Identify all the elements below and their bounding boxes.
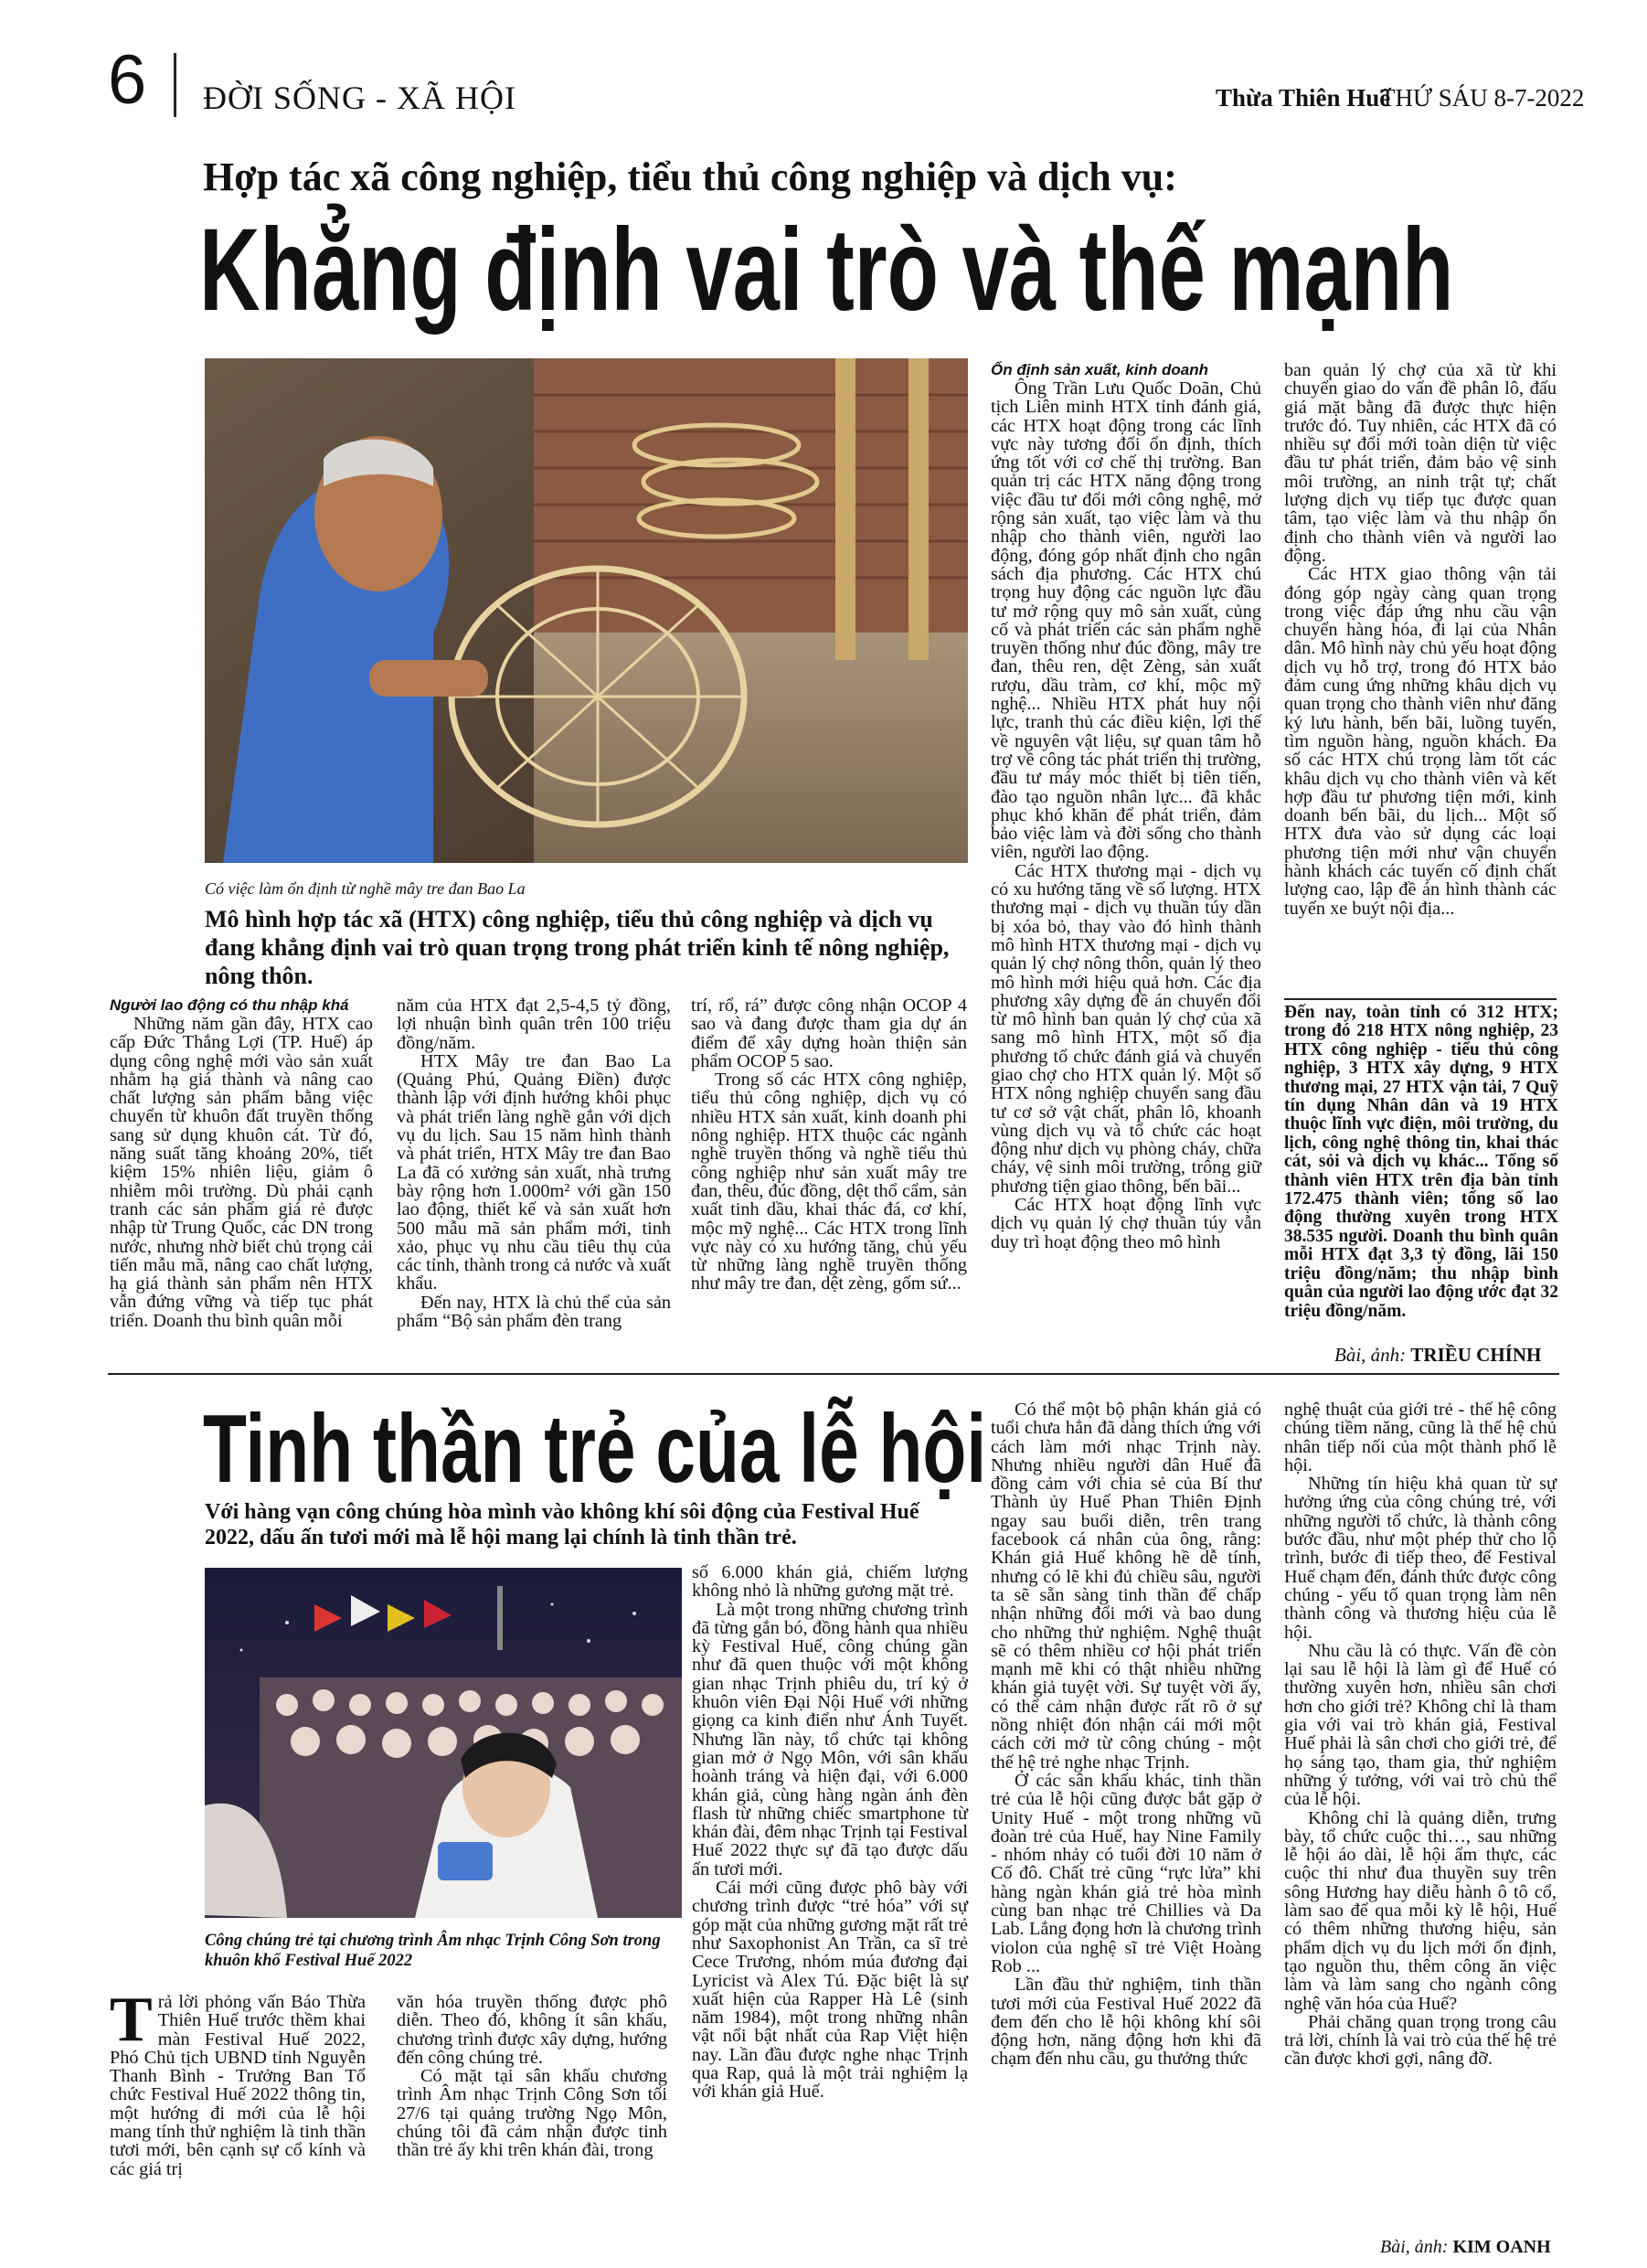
paragraph: nghệ thuật của giới trẻ - thế hệ công chúng tiềm năng, cũng là thế hệ chủ nhân tiếp nối của một thành phố lễ hội. [1284, 1400, 1557, 1475]
paragraph: Là một trong những chương trình đã từng gắn bó, đồng hành qua nhiều kỳ Festival Huế, công chúng gần như đã quen thuộc với một không gian nhạc Trịnh phiêu du, trí kỷ ở khuôn viên Đại Nội Huế với những giọng ca kinh điển như Ánh Tuyết. Nhưng lần này, tổ chức tại không gian mở ở Ngọ Môn, với sân khấu hoành tráng và hiện đại, với 6.000 khán giả, cùng hàng ngàn ánh đèn flash từ những chiếc smartphone từ khán đài, đêm nhạc Trịnh tại Festival Huế 2022 thực sự đã tạo được dấu ấn tươi mới. [692, 1599, 968, 1879]
article2-headline: Tinh thần trẻ của lễ hội [203, 1395, 987, 1503]
article2-column-2 [397, 1993, 667, 2160]
article1-column-1 [110, 996, 373, 1330]
article2-sapo: Với hàng vạn công chúng hòa mình vào không khí sôi động của Festival Huế 2022, dấu ấn tươi mới mà lễ hội mang lại chính là tinh thần trẻ. [205, 1500, 919, 1550]
article1-photo [205, 358, 968, 863]
article2-column-3 [692, 1563, 968, 2102]
article1-subhead-1: Người lao động có thu nhập khá [110, 996, 349, 1014]
page-number: 6 [108, 41, 147, 119]
article2-photo [205, 1568, 682, 1918]
article1-photo-caption: Có việc làm ổn định từ nghề mây tre đan Bao La [205, 879, 526, 898]
paragraph: Các HTX hoạt động lĩnh vực dịch vụ quản lý chợ thuần túy vẫn duy trì hoạt động theo mô hình [991, 1195, 1261, 1252]
article2-column-1 [110, 1985, 366, 2179]
paragraph: Phải chăng quan trọng trong câu trả lời, chính là vai trò của thế hệ trẻ cần được khơi gợi, nâng đỡ. [1284, 2011, 1557, 2070]
byline-author: TRIỀU CHÍNH [1410, 1344, 1542, 1366]
article1-subhead-2: Ổn định sản xuất, kinh doanh [991, 361, 1209, 378]
paragraph: Ông Trần Lưu Quốc Doãn, Chủ tịch Liên minh HTX tỉnh đánh giá, các HTX hoạt động trong các lĩnh vực này tương đối ổn định, thích ứng tốt với cơ chế thị trường. Ban quản trị các HTX năng động trong việc đầu tư đổi mới công nghệ, mở rộng sản xuất, tạo việc làm và thu nhập cho thành viên, người lao động, đóng góp nhất định cho ngân sách địa phương. Các HTX chú trọng huy động các nguồn lực đầu tư mở rộng quy mô sản xuất, củng cố và phát triển các sản phẩm nghề truyền thống như đúc đồng, mây tre đan, thêu ren, dệt Zèng, sản xuất rượu, dầu tràm, cơ khí, mộc mỹ nghệ... Nhiều HTX phát huy nội lực, tranh thủ các điều kiện, lợi thế về nguyên vật liệu, sự quan tâm hỗ trợ về công tác phát triển thị trường, đầu tư máy móc thiết bị tiên tiến, đào tạo nguồn nhân lực... đã khắc phục khó khăn để phát triển, đảm bảo việc làm và đời sống cho thành viên, người lao động. [991, 378, 1261, 863]
paper-name: Thừa Thiên Huế [1216, 84, 1391, 112]
paragraph: Các HTX giao thông vận tải đóng góp ngày càng quan trọng trong việc đáp ứng nhu cầu vận chuyển hàng hóa, đi lại của Nhân dân. Mô hình này chủ yếu hoạt động dịch vụ hỗ trợ, trong đó HTX bảo đảm cung ứng những khâu dịch vụ quan trọng cho thành viên như đăng ký lưu hành, bến bãi, luồng tuyến, tìm nguồn hàng, nguồn khách. Đa số các HTX chú trọng làm tốt các khâu dịch vụ cho thành viên và kết hợp đầu tư phương tiện mới, kinh doanh bến bãi, du lịch... Một số HTX đưa vào sử dụng các loại phương tiện mới như vận chuyển hành khách các tuyến cố định chất lượng cao, lập đề án hình thành các tuyến xe buýt nội địa... [1284, 564, 1557, 919]
paragraph: Những năm gần đây, HTX cao cấp Đức Thắng Lợi (TP. Huế) áp dụng công nghệ mới vào sản xuất nhằm hạ giá thành và nâng cao chất lượng sản phẩm bằng việc chuyển từ khuôn đất truyền thống sang sử dụng khuôn cát. Từ đó, năng suất tăng khoảng 20%, tiết kiệm 15% nhiên liệu, giảm ô nhiễm môi trường. Dù phải cạnh tranh các sản phẩm giá rẻ được nhập từ Trung Quốc, các DN trong nước, nhưng nhờ biết chủ trọng cải tiến mẫu mã, nâng cao chất lượng, hạ giá thành sản phẩm nên HTX vẫn đứng vững và tiếp tục phát triển. Doanh thu bình quân mỗi [110, 1014, 373, 1331]
article1-fact-box: Đến nay, toàn tỉnh có 312 HTX; trong đó 218 HTX nông nghiệp, 23 HTX công nghiệp - tiểu thủ công nghiệp, 3 HTX xây dựng, 9 HTX thương mại, 27 HTX vận tải, 7 Quỹ tín dụng Nhân dân và 19 HTX thuộc lĩnh vực điện, môi trường, du lịch, công nghệ thông tin, khai thác cát, sỏi và dịch vụ khác... Tổng số thành viên HTX trên địa bàn tỉnh 172.475 thành viên; tổng số lao động thường xuyên trong HTX 38.535 người. Doanh thu bình quân mỗi HTX đạt 3,3 tỷ đồng, lãi 150 triệu đồng/năm; thu nhập bình quân của người lao động ước đạt 32 triệu đồng/năm. [1284, 1003, 1558, 1321]
masthead-divider [174, 53, 176, 117]
paragraph [110, 1985, 366, 2179]
byline-author: KIM OANH [1452, 2237, 1551, 2257]
paragraph: HTX Mây tre đan Bao La (Quảng Phú, Quảng Điền) được thành lập với định hướng khôi phục và phát triển làng nghề gắn với dịch vụ du lịch. Sau 15 năm hình thành và phát triển, HTX Mây tre đan Bao La đã có xưởng sản xuất, nhà trưng bày rộng hơn 1.000m² với gần 150 lao động, thiết kế và sản xuất hơn 500 mẫu mã sản phẩm mới, tinh xảo, phục vụ nhu cầu tiêu thụ của các tỉnh, thành trong cả nước và xuất khẩu. [397, 1050, 671, 1294]
section-title: ĐỜI SỐNG - XÃ HỘI [203, 80, 516, 116]
paragraph: Ở các sân khấu khác, tinh thần trẻ của lễ hội cũng được bắt gặp ở Unity Huế - một trong những vũ đoàn trẻ của Huế, hay Nine Family - nhóm nhảy có tuổi đời 10 năm ở Cố đô. Chất trẻ cũng “rực lửa” khi hàng ngàn khán giả trẻ hòa mình cùng ban nhạc trẻ Chillies và Da Lab. Lắng đọng hơn là chương trình violon của nghệ sĩ trẻ Việt Hoàng Rob ... [991, 1770, 1261, 1976]
paragraph: Có thể một bộ phận khán giả có tuổi chưa hẳn đã dàng thích ứng với cách làm mới nhạc Trịnh này. Nhưng nhiều người dân Huế đã đồng cảm với chia sẻ của Bí thư Thành ủy Huế Phan Thiên Định ngay sau buổi diễn, trên trang facebook cá nhân của ông, rằng: Khán giả Huế không hề dễ tính, nhưng có lẽ khi đủ chiều sâu, người ta sẽ sẵn sàng tinh thần để chấp nhận những đổi mới và bao dung cho những thử nghiệm. Nghệ thuật sẽ có thêm nhiều cơ hội phát triển mạnh mẽ khi có thật nhiều những khán giả tuyệt vời. Sự tuyệt vời ấy, có thể cảm nhận được rất rõ ở sự nồng nhiệt đón nhận cái mới một cách cởi mở từ công chúng - một thế hệ trẻ nghe nhạc Trịnh. [991, 1400, 1261, 1773]
article1-byline [1334, 1344, 1541, 1367]
article2-column-4 [991, 1400, 1261, 2069]
paragraph: Không chỉ là quảng diễn, trưng bày, tổ chức cuộc thi…, sau những lễ hội áo dài, lễ hội ẩm thực, các cuộc thi như đua thuyền suy trên sông Hương hay diễu hành ô tô cổ, làm sao để qua mỗi kỳ lễ hội, Huế có thêm những thương hiệu, sản phẩm dịch vụ du lịch mới ổn định, tạo nguồn thu, thêm công ăn việc làm và làm sang cho ngành công nghệ văn hóa của Huế? [1284, 1807, 1557, 2014]
article1-sapo: Mô hình hợp tác xã (HTX) công nghiệp, tiểu thủ công nghiệp và dịch vụ đang khẳng định vai trò quan trọng trong phát triển kinh tế nông nghiệp, nông thôn. [205, 906, 950, 990]
article1-column-5 [1284, 361, 1557, 918]
article-divider [108, 1373, 1559, 1375]
article1-column-3 [691, 996, 967, 1294]
article1-column-2 [397, 996, 671, 1330]
article2-byline [1380, 2237, 1551, 2258]
article2-photo-caption: Công chúng trẻ tại chương trình Âm nhạc Trịnh Công Sơn trong khuôn khổ Festival Huế 2022 [205, 1932, 661, 1971]
festival-crowd-photo [205, 1568, 682, 1918]
paragraph: Có mặt tại sân khấu chương trình Âm nhạc Trịnh Công Sơn tối 27/6 tại quảng trường Ngọ Môn, chúng tôi đã cảm nhận được tinh thần trẻ ấy khi trên khán đài, trong [397, 2066, 667, 2161]
bamboo-weaving-photo [205, 358, 968, 863]
paragraph: Trong số các HTX công nghiệp, tiểu thủ công nghiệp, dịch vụ có nhiều HTX sản xuất, kinh doanh phi nông nghiệp. HTX thuộc các ngành nghề truyền thống và nghề tiểu thủ công nghiệp như sản xuất mây tre đan, thêu, đúc đồng, dệt thổ cẩm, sản xuất tinh dầu, khai thác đá, cơ khí, mộc mỹ nghệ... Các HTX trong lĩnh vực này có xu hướng tăng, chủ yếu từ những làng nghề truyền thống như mây tre đan, dệt zèng, gốm sứ... [691, 1070, 967, 1294]
paragraph: năm của HTX đạt 2,5-4,5 tỷ đồng, lợi nhuận bình quân trên 100 triệu đồng/năm. [397, 996, 671, 1053]
article1-kicker: Hợp tác xã công nghiệp, tiểu thủ công nghiệp và dịch vụ: [203, 154, 1177, 199]
paragraph: Lần đầu thử nghiệm, tinh thần tươi mới của Festival Huế 2022 đã đem đến cho lễ hội không khí sôi động hơn, năng động hơn khi đã chạm đến nhu cầu, gu thưởng thức [991, 1975, 1261, 2070]
paragraph: ban quản lý chợ của xã từ khi chuyển giao do vấn đề phân lô, đấu giá mặt bằng đã được thực hiện trước đó. Tuy nhiên, các HTX đã có nhiều sự đổi mới toàn diện từ việc đầu tư phát triển, đảm bảo vệ sinh môi trường, an ninh trật tự; chất lượng dịch vụ tiếp tục được quan tâm, tạo việc làm và thu nhập ổn định cho thành viên và người lao động. [1284, 360, 1557, 566]
paragraph: số 6.000 khán giả, chiếm lượng không nhỏ là những gương mặt trẻ. [692, 1562, 968, 1602]
paragraph: Các HTX thương mại - dịch vụ có xu hướng tăng về số lượng. HTX thương mại - dịch vụ thuần túy dần bị xóa bỏ, thay vào đó hình thành mô hình HTX thương mại - dịch vụ quản lý chợ nông thôn, quản lý theo mô hình mới hiệu quả hơn. Các địa phương xây dựng đề án chuyển đổi từ mô hình ban quản lý chợ của xã sang mô hình HTX, một số địa phương tổ chức đánh giá và chuyển giao chợ cho HTX quản lý. Một số HTX nông nghiệp chuyển sang đầu tư cơ sở vật chất, phân lô, khoanh vùng dịch vụ và tổ chức các hoạt động như dịch vụ phòng cháy, chữa cháy, vệ sinh môi trường, trông giữ phương tiện giao thông, bến bãi... [991, 860, 1261, 1197]
paragraph-text: rả lời phỏng vấn Báo Thừa Thiên Huế trước thềm khai màn Festival Huế 2022, Phó Chủ tịch UBND tỉnh Nguyễn Thanh Bình - Trưởng Ban Tổ chức Festival Huế 2022 thông tin, một hướng đi mới của lễ hội mang tính thử nghiệm là tinh thần tươi mới, bên cạnh sự cổ kính và các giá trị [110, 1992, 366, 2179]
byline-label: Bài, ảnh: [1380, 2237, 1449, 2257]
paragraph: Cái mới cũng được phô bày với chương trình được “trẻ hóa” với sự góp mặt của những gương mặt rất trẻ như Saxophonist An Trần, ca sĩ trẻ Cece Trương, nhóm múa đương đại Lyricist và Alex Tú. Đặc biệt là sự xuất hiện của Rapper Hà Lê (sinh năm 1984), một trong những nhân vật nổi bật nhất của Rap Việt hiện nay. Lần đầu được nghe nhạc Trịnh qua Rap, quả là một trải nghiệm lạ với khán giả Huế. [692, 1878, 968, 2103]
article1-column-4 [991, 361, 1261, 1251]
byline-label: Bài, ảnh: [1334, 1344, 1407, 1366]
drop-cap: T [110, 1985, 153, 2055]
paragraph: Đến nay, HTX là chủ thể của sản phẩm “Bộ sản phẩm đèn trang [397, 1292, 671, 1332]
article1-headline: Khẳng định vai trò và thế mạnh [199, 205, 1454, 335]
article2-column-5 [1284, 1400, 1557, 2069]
paragraph: trí, rổ, rá” được công nhận OCOP 4 sao và đang được tham gia dự án điểm để xây dựng hoàn thiện sản phẩm OCOP 5 sao. [691, 996, 967, 1071]
fact-box-divider [1284, 998, 1557, 1000]
paragraph: văn hóa truyền thống được phô diễn. Theo đó, không ít sân khấu, chương trình được xây dựng, hướng đến công chúng trẻ. [397, 1992, 667, 2068]
issue-date: THỨ SÁU 8-7-2022 [1380, 84, 1585, 112]
paragraph: Nhu cầu là có thực. Vấn đề còn lại sau lễ hội là làm gì để Huế có thường xuyên hơn, nhiều sân chơi hơn cho giới trẻ? Không chỉ là tham gia với vai trò khán giả, Festival Huế phải là sân chơi cho giới trẻ, để họ sáng tạo, tham gia, thử nghiệm những ý tưởng, với vai trò chủ thể của lễ hội. [1284, 1640, 1557, 1810]
paragraph: Những tín hiệu khả quan từ sự hưởng ứng của công chúng trẻ, với những người tổ chức, là thành công bước đầu, như một phép thử cho lộ trình, bước đi tiếp theo, để Festival Huế chạm đến, đánh thức được công chúng - yếu tố quan trọng làm nên thành công và thương hiệu của lễ hội. [1284, 1474, 1557, 1643]
